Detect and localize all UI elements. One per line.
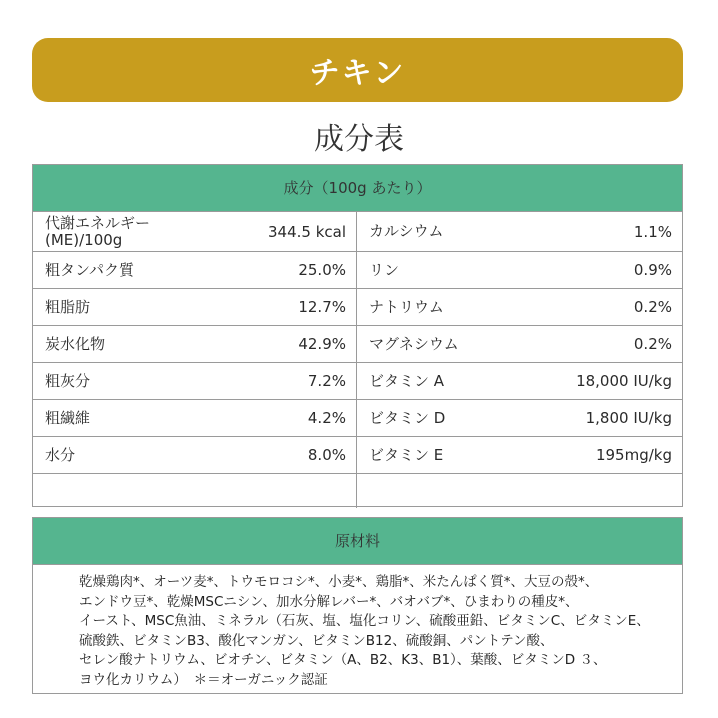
nutrient-name: 粗タンパク質 bbox=[45, 260, 134, 279]
ingredient-line: イースト、MSC魚油、ミネラル（石灰、塩、塩化コリン、硫酸亜鉛、ビタミンC、ビタミンE、 bbox=[79, 613, 650, 629]
nutrient-name: マグネシウム bbox=[369, 334, 459, 353]
nutrient-name: 粗脂肪 bbox=[45, 297, 91, 316]
nutrient-name: 代謝エネルギー (ME)/100g bbox=[45, 214, 151, 249]
nutrient-value: 25.0% bbox=[298, 261, 346, 279]
nutrient-cell-right bbox=[357, 289, 682, 326]
nutrient-name: 粗灰分 bbox=[45, 371, 91, 390]
nutrient-value: 7.2% bbox=[307, 372, 346, 390]
nutrient-rows bbox=[33, 212, 682, 508]
nutrient-name: ビタミン A bbox=[369, 371, 445, 390]
nutrient-cell-right bbox=[357, 212, 682, 252]
nutrient-value: 12.7% bbox=[298, 298, 346, 316]
nutrient-cell-left bbox=[33, 326, 357, 363]
nutrient-cell-left bbox=[33, 289, 357, 326]
nutrient-table bbox=[32, 164, 683, 507]
ingredient-line: 乾燥鶏肉*、オーツ麦*、トウモロコシ*、小麦*、鶏脂*、米たんぱく質*、大豆の殻*、 bbox=[79, 574, 599, 590]
nutrient-name: 炭水化物 bbox=[45, 334, 106, 353]
nutrient-value: 4.2% bbox=[307, 409, 346, 427]
nutrient-cell-left bbox=[33, 363, 357, 400]
product-title: チキン bbox=[309, 56, 406, 91]
nutrient-cell-right bbox=[357, 400, 682, 437]
nutrient-name: 粗繊維 bbox=[45, 408, 91, 427]
product-title-banner bbox=[32, 38, 683, 102]
nutrient-cell-right bbox=[357, 363, 682, 400]
nutrient-value: 1,800 IU/kg bbox=[585, 409, 672, 427]
nutrient-value: 0.2% bbox=[633, 335, 672, 353]
nutrient-name: ビタミン D bbox=[369, 408, 446, 427]
nutrient-value: 1.1% bbox=[633, 222, 672, 241]
ingredients-header: 原材料 bbox=[33, 518, 682, 565]
nutrient-cell-right bbox=[357, 437, 682, 474]
nutrient-name: ビタミン E bbox=[369, 445, 444, 464]
ingredient-line: 硫酸鉄、ビタミンB3、酸化マンガン、ビタミンB12、硫酸銅、パントテン酸、 bbox=[79, 632, 554, 649]
nutrient-cell-left bbox=[33, 400, 357, 437]
nutrient-name: リン bbox=[369, 260, 400, 279]
nutrient-value: 0.9% bbox=[633, 261, 672, 279]
page-title: 成分表 bbox=[314, 122, 404, 157]
ingredient-line: エンドウ豆*、乾燥MSCニシン、加水分解レバー*、バオバブ*、ひまわりの種皮*、 bbox=[79, 593, 579, 610]
nutrient-name: ナトリウム bbox=[369, 297, 444, 316]
nutrient-cell-left bbox=[33, 437, 357, 474]
nutrient-value: 195mg/kg bbox=[595, 446, 672, 464]
nutrient-value: 0.2% bbox=[633, 298, 672, 316]
ingredients-list bbox=[33, 565, 682, 690]
ingredients-table bbox=[32, 517, 683, 694]
nutrient-name: カルシウム bbox=[369, 222, 444, 241]
nutrient-cell-left bbox=[33, 474, 357, 508]
nutrient-cell-right bbox=[357, 252, 682, 289]
nutrient-cell-right bbox=[357, 326, 682, 363]
nutrient-value: 18,000 IU/kg bbox=[576, 372, 672, 390]
ingredient-line: セレン酸ナトリウム、ビオチン、ビタミン（A、B2、K3、B1）、葉酸、ビタミンD ３、 bbox=[79, 652, 607, 668]
nutrient-name: 水分 bbox=[45, 445, 76, 464]
nutrient-value: 42.9% bbox=[298, 335, 346, 353]
nutrient-value: 344.5 kcal bbox=[267, 222, 346, 241]
nutrient-table-header: 成分（100g あたり） bbox=[33, 165, 682, 212]
nutrient-cell-right bbox=[357, 474, 682, 508]
nutrient-value: 8.0% bbox=[307, 446, 346, 464]
ingredient-line: ヨウ化カリウム） ＊＝オーガニック認証 bbox=[79, 671, 328, 688]
nutrient-cell-left bbox=[33, 212, 357, 252]
nutrient-cell-left bbox=[33, 252, 357, 289]
